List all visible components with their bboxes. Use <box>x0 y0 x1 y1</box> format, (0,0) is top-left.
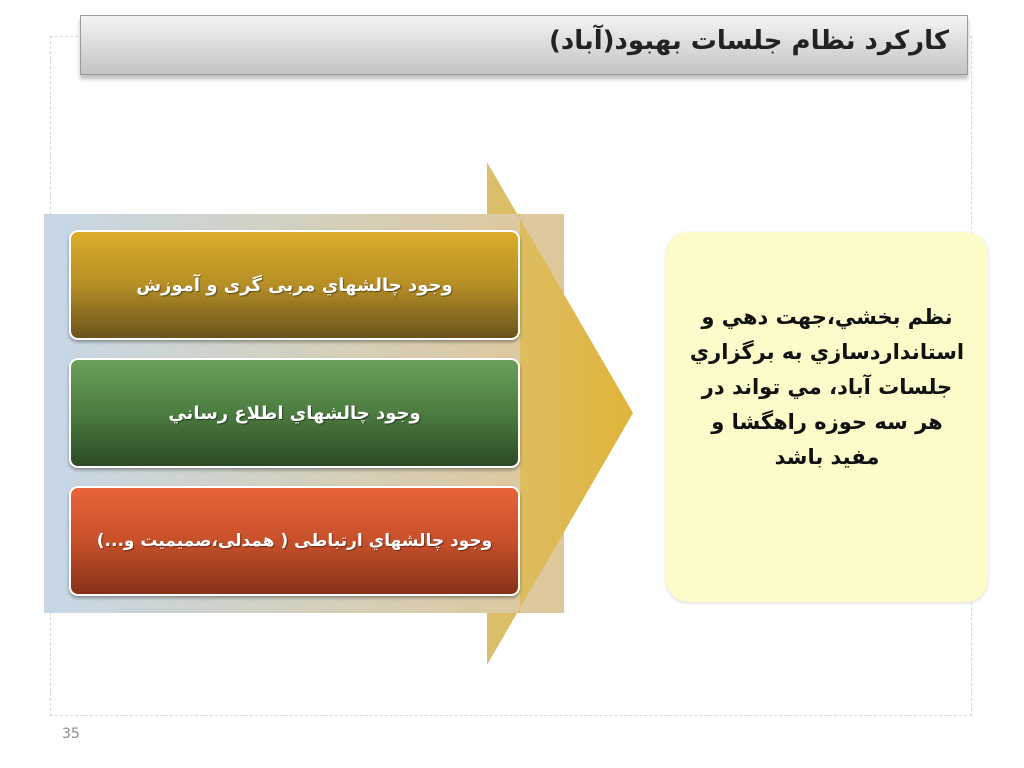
item-communication <box>69 486 520 596</box>
item-coaching-training <box>69 230 520 340</box>
item-information <box>69 358 520 468</box>
result-text: نظم بخشي،جهت دهي و استانداردسازي به برگزاري جلسات آباد، مي تواند در هر سه حوزه راهگشا و مفيد باشد <box>689 304 965 469</box>
item-label: وجود چالشهاي اطلاع رساني <box>168 402 421 424</box>
result-box <box>666 232 988 602</box>
item-label: وجود چالشهاي مربی گری و آموزش <box>136 274 453 296</box>
page-number: 35 <box>62 726 80 742</box>
item-label: وجود چالشهاي ارتباطی ( همدلی،صمیمیت و...) <box>96 531 493 551</box>
slide-title: کارکرد نظام جلسات بهبود(آباد) <box>549 26 949 56</box>
